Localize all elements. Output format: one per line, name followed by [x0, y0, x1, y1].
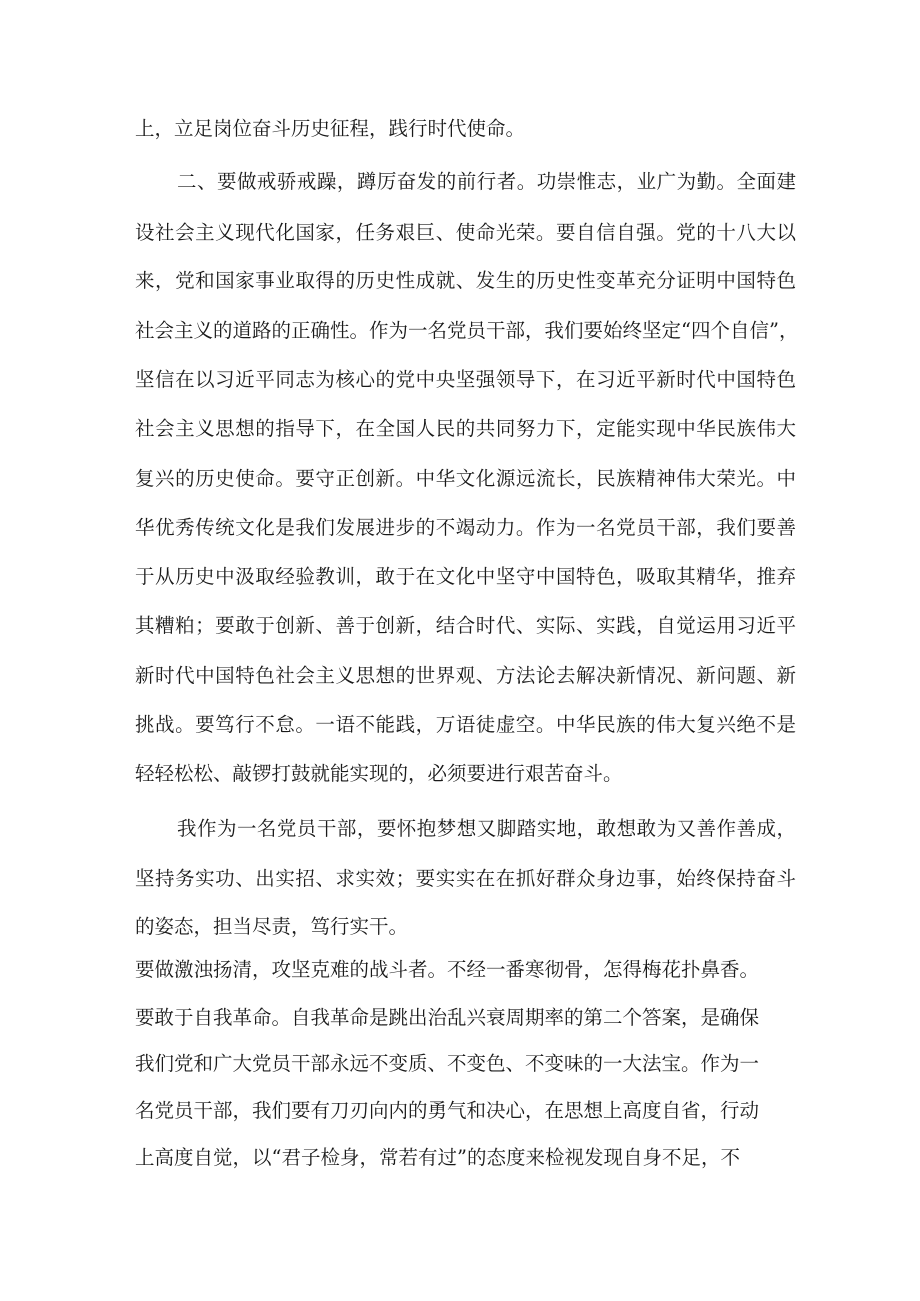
text-line: 要敢于自我革命。自我革命是跳出治乱兴衰周期率的第二个答案，是确保 — [135, 1006, 760, 1029]
text-line: 我作为一名党员干部，要怀抱梦想又脚踏实地，敢想敢为又善作善成， — [177, 817, 796, 840]
text-line: 其糟粕；要敢于创新、善于创新，结合时代、实际、实践，自觉运用习近平 — [135, 614, 796, 637]
text-line: 上高度自觉，以“君子检身，常若有过”的态度来检视发现自身不足，不 — [135, 1146, 740, 1169]
text-line: 社会主义的道路的正确性。作为一名党员干部，我们要始终坚定“四个自信”， — [135, 319, 799, 342]
text-line: 我们党和广大党员干部永远不变质、不变色、不变味的一大法宝。作为一 — [135, 1052, 760, 1075]
text-line: 于从历史中汲取经验教训，敢于在文化中坚守中国特色，吸取其精华，推弃 — [135, 565, 796, 588]
text-line: 社会主义思想的指导下，在全国人民的共同努力下，定能实现中华民族伟大 — [135, 417, 796, 440]
text-line: 挑战。要笃行不怠。一语不能践，万语徒虚空。中华民族的伟大复兴绝不是 — [135, 713, 796, 736]
text-line: 坚持务实功、出实招、求实效；要实实在在抓好群众身边事，始终保持奋斗 — [135, 867, 796, 890]
text-line: 要做激浊扬清，攻坚克难的战斗者。不经一番寒彻骨，怎得梅花扑鼻香。 — [135, 958, 760, 981]
text-line: 华优秀传统文化是我们发展进步的不竭动力。作为一名党员干部，我们要善 — [135, 516, 796, 539]
text-line: 复兴的历史使命。要守正创新。中华文化源远流长，民族精神伟大荣光。中 — [135, 467, 796, 490]
text-line: 名党员干部，我们要有刀刃向内的勇气和决心，在思想上高度自省，行动 — [135, 1099, 760, 1122]
text-line: 的姿态，担当尽责，笃行实干。 — [135, 915, 409, 938]
text-line: 来，党和国家事业取得的历史性成就、发生的历史性变革充分证明中国特色 — [135, 269, 796, 292]
text-line: 上，立足岗位奋斗历史征程，践行时代使命。 — [135, 117, 526, 140]
text-line: 二、要做戒骄戒躁，蹲厉奋发的前行者。功崇惟志，业广为勤。全面建 — [177, 170, 796, 193]
text-line: 新时代中国特色社会主义思想的世界观、方法论去解决新情况、新问题、新 — [135, 664, 796, 687]
text-line: 设社会主义现代化国家，任务艰巨、使命光荣。要自信自强。党的十八大以 — [135, 221, 796, 244]
text-line: 坚信在以习近平同志为核心的党中央坚强领导下，在习近平新时代中国特色 — [135, 368, 796, 391]
text-line: 轻轻松松、敲锣打鼓就能实现的，必须要进行艰苦奋斗。 — [135, 762, 623, 785]
